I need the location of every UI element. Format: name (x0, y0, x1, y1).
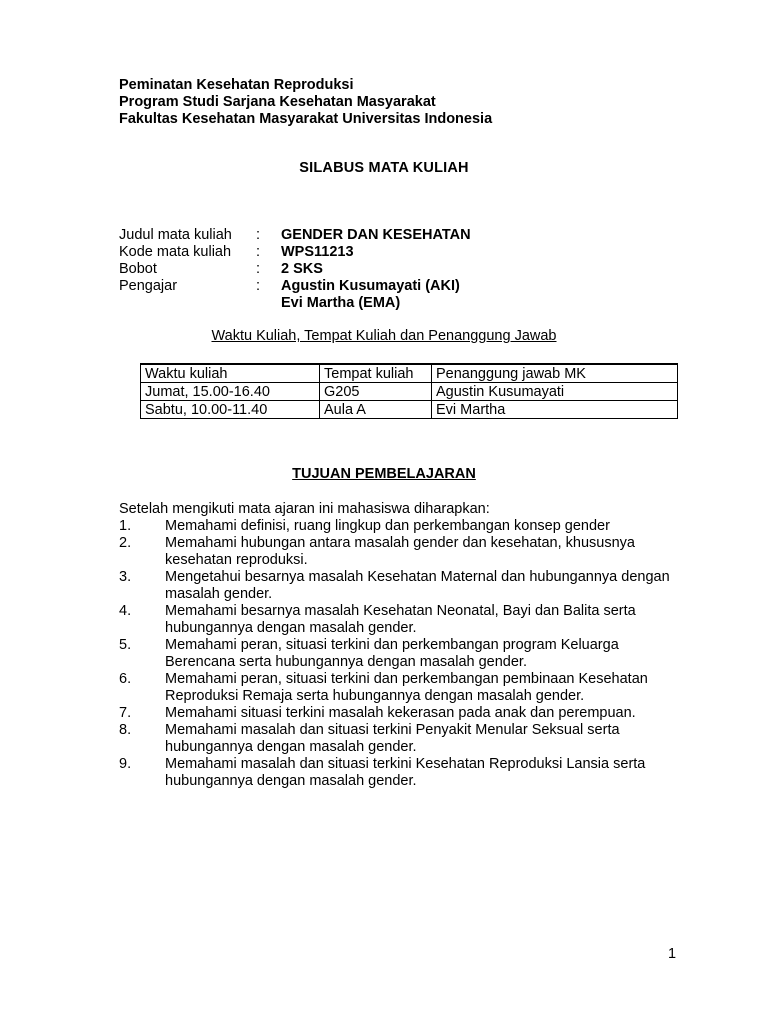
colon: : (256, 244, 261, 260)
objectives-intro: Setelah mengikuti mata ajaran ini mahasiswa diharapkan: (119, 501, 490, 517)
course-code-label: Kode mata kuliah (119, 244, 232, 260)
table-cell: Evi Martha (432, 401, 678, 419)
item-number: 7. (119, 705, 132, 721)
table-row (141, 401, 678, 419)
item-number: 2. (119, 535, 132, 551)
list-item (119, 722, 679, 756)
credit-label: Bobot (119, 261, 157, 277)
page-number: 1 (668, 946, 677, 962)
table-cell: Sabtu, 10.00-11.40 (141, 401, 320, 419)
item-number: 8. (119, 722, 132, 738)
lecturer-label: Pengajar (119, 278, 178, 294)
table-row (141, 383, 678, 401)
item-text: Memahami peran, situasi terkini dan perkembangan program Keluarga Berencana serta hubungannya dengan masalah gender. (165, 637, 619, 670)
lecturer-1: Agustin Kusumayati (AKI) (281, 278, 460, 294)
course-code-value: WPS11213 (281, 244, 354, 260)
course-title-label: Judul mata kuliah (119, 227, 232, 243)
lecturer-row (119, 278, 471, 295)
table-header-row (141, 364, 678, 383)
faculty-header (119, 77, 492, 128)
item-text: Memahami peran, situasi terkini dan perkembangan pembinaan Kesehatan Reproduksi Remaja serta hubungannya dengan masalah gender. (165, 671, 648, 704)
item-text: Mengetahui besarnya masalah Kesehatan Maternal dan hubungannya dengan masalah gender. (165, 569, 670, 602)
header-line-faculty: Fakultas Kesehatan Masyarakat Universitas Indonesia (119, 111, 493, 127)
item-text: Memahami masalah dan situasi terkini Penyakit Menular Seksual serta hubungannya dengan masalah gender. (165, 722, 620, 755)
table-header-cell: Tempat kuliah (320, 364, 432, 383)
list-item (119, 518, 679, 535)
table-cell: Aula A (320, 401, 432, 419)
course-title-row (119, 227, 471, 244)
item-text: Memahami definisi, ruang lingkup dan perkembangan konsep gender (165, 518, 610, 534)
item-text: Memahami besarnya masalah Kesehatan Neonatal, Bayi dan Balita serta hubungannya dengan masalah gender. (165, 603, 636, 636)
objectives-title: TUJUAN PEMBELAJARAN (292, 466, 476, 482)
item-text: Memahami hubungan antara masalah gender dan kesehatan, khususnya kesehatan reproduksi. (165, 535, 635, 568)
item-number: 9. (119, 756, 132, 772)
colon: : (256, 227, 261, 243)
item-number: 4. (119, 603, 132, 619)
list-item (119, 535, 679, 569)
item-number: 6. (119, 671, 132, 687)
objectives-list (119, 518, 679, 790)
list-item (119, 671, 679, 705)
course-code-row (119, 244, 471, 261)
lecturer-2: Evi Martha (EMA) (281, 295, 401, 311)
item-text: Memahami situasi terkini masalah kekerasan pada anak dan perempuan. (165, 705, 636, 721)
item-number: 3. (119, 569, 132, 585)
item-number: 1. (119, 518, 132, 534)
item-number: 5. (119, 637, 132, 653)
schedule-table (140, 363, 678, 419)
document-title: SILABUS MATA KULIAH (299, 160, 469, 176)
header-line-program: Program Studi Sarjana Kesehatan Masyarakat (119, 94, 436, 110)
list-item (119, 637, 679, 671)
colon: : (256, 261, 261, 277)
list-item (119, 756, 679, 790)
course-title-value: GENDER DAN KESEHATAN (281, 227, 471, 243)
colon: : (256, 278, 261, 294)
table-cell: Jumat, 15.00-16.40 (141, 383, 320, 401)
credit-value: 2 SKS (281, 261, 323, 277)
list-item (119, 603, 679, 637)
credit-row (119, 261, 471, 278)
course-info (119, 227, 471, 312)
table-header-cell: Penanggung jawab MK (432, 364, 678, 383)
list-item (119, 705, 679, 722)
list-item (119, 569, 679, 603)
lecturer-row-2 (119, 295, 471, 312)
header-line-specialization: Peminatan Kesehatan Reproduksi (119, 77, 354, 93)
table-cell: G205 (320, 383, 432, 401)
table-header-cell: Waktu kuliah (141, 364, 320, 383)
schedule-title: Waktu Kuliah, Tempat Kuliah dan Penanggung Jawab (211, 328, 557, 344)
table-cell: Agustin Kusumayati (432, 383, 678, 401)
item-text: Memahami masalah dan situasi terkini Kesehatan Reproduksi Lansia serta hubungannya dengan masalah gender. (165, 756, 646, 789)
